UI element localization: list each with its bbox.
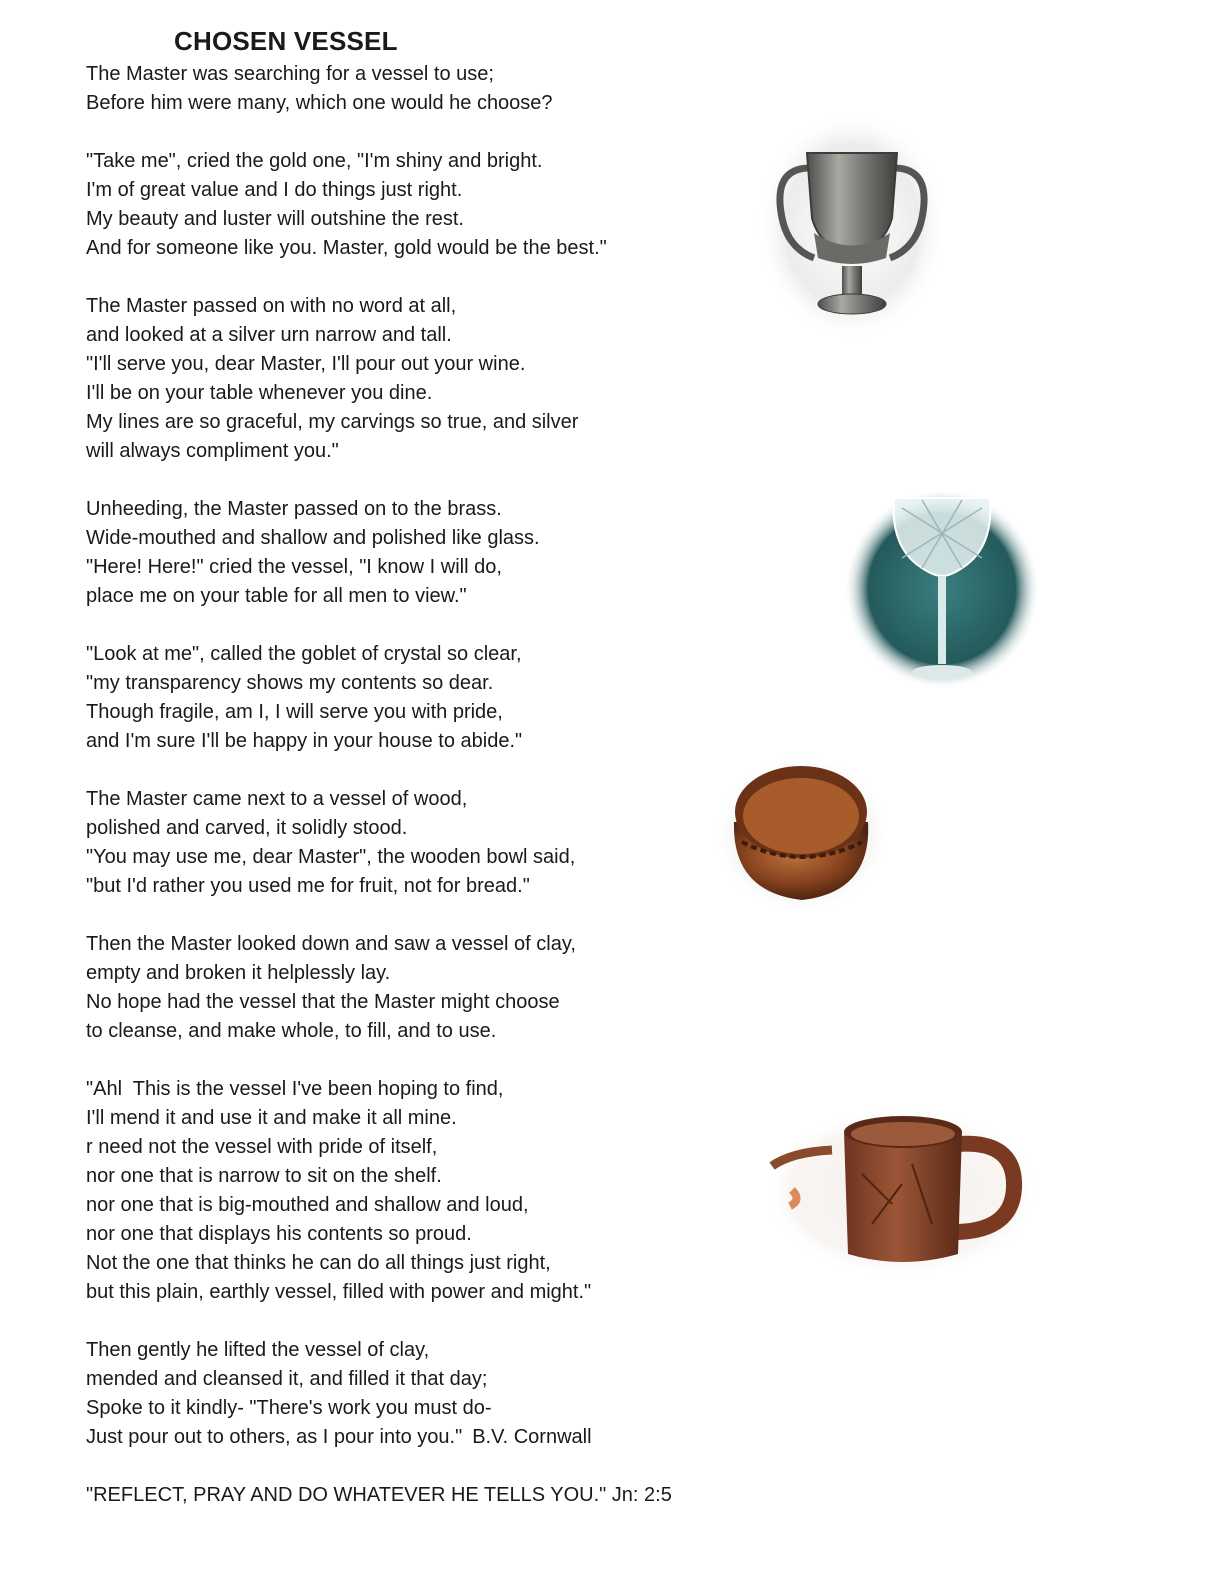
- poem-line: Then the Master looked down and saw a vessel of clay,: [86, 933, 576, 955]
- crystal-goblet-image: [842, 488, 1042, 690]
- poem-line: and I'm sure I'll be happy in your house to abide.": [86, 730, 523, 752]
- poem-line: nor one that displays his contents so proud.: [86, 1223, 472, 1245]
- final-line-1: Then gently he lifted the vessel of clay,: [86, 1339, 430, 1361]
- stanza: [86, 60, 726, 118]
- poem-line: r need not the vessel with pride of itself,: [86, 1136, 438, 1158]
- poem-line: Not the one that thinks he can do all things just right,: [86, 1252, 551, 1274]
- poem-author: B.V. Cornwall: [472, 1426, 592, 1448]
- stanza-list: [86, 60, 726, 1307]
- poem-line: "Here! Here!" cried the vessel, "I know I will do,: [86, 556, 502, 578]
- poem-line: Unheeding, the Master passed on to the brass.: [86, 498, 502, 520]
- final-stanza: [86, 1336, 726, 1452]
- poem-line: to cleanse, and make whole, to fill, and to use.: [86, 1020, 497, 1042]
- poem-title: CHOSEN VESSEL: [174, 26, 398, 56]
- poem-line: The Master came next to a vessel of wood,: [86, 788, 468, 810]
- stanza: [86, 785, 726, 901]
- poem-line: And for someone like you. Master, gold would be the best.": [86, 237, 607, 259]
- poem-line: polished and carved, it solidly stood.: [86, 817, 408, 839]
- poem-line: "You may use me, dear Master", the wooden bowl said,: [86, 846, 576, 868]
- clay-mug-image: [762, 1104, 1042, 1280]
- poem-line: I'll be on your table whenever you dine.: [86, 382, 433, 404]
- poem-line: Wide-mouthed and shallow and polished like glass.: [86, 527, 540, 549]
- final-line-2: mended and cleansed it, and filled it that day;: [86, 1368, 488, 1390]
- poem-line: "I'll serve you, dear Master, I'll pour out your wine.: [86, 353, 526, 375]
- poem-line: nor one that is narrow to sit on the shelf.: [86, 1165, 442, 1187]
- stanza: [86, 147, 726, 263]
- poem-line: place me on your table for all men to view.": [86, 585, 467, 607]
- poem-line: No hope had the vessel that the Master might choose: [86, 991, 560, 1013]
- poem-line: will always compliment you.": [86, 440, 339, 462]
- poem-line: empty and broken it helplessly lay.: [86, 962, 391, 984]
- stanza: [86, 292, 726, 466]
- wooden-bowl-image: [712, 752, 892, 916]
- stanza: [86, 495, 726, 611]
- final-line-4: [86, 1423, 726, 1452]
- poem-line: The Master passed on with no word at all,: [86, 295, 457, 317]
- stanza: [86, 930, 726, 1046]
- final-line-text: Just pour out to others, as I pour into you.": [86, 1426, 463, 1448]
- poem-line: "but I'd rather you used me for fruit, not for bread.": [86, 875, 530, 897]
- poem-body: [86, 60, 726, 1510]
- poem-line: "Take me", cried the gold one, "I'm shiny and bright.: [86, 150, 543, 172]
- poem-line: My beauty and luster will outshine the rest.: [86, 208, 464, 230]
- poem-line: Though fragile, am I, I will serve you with pride,: [86, 701, 503, 723]
- silver-cup-image: [752, 108, 952, 344]
- poem-line: "my transparency shows my contents so dear.: [86, 672, 494, 694]
- poem-line: but this plain, earthly vessel, filled with power and might.": [86, 1281, 592, 1303]
- poem-line: "Ahl This is the vessel I've been hoping to find,: [86, 1078, 504, 1100]
- poem-line: "Look at me", called the goblet of crystal so clear,: [86, 643, 522, 665]
- poem-line: The Master was searching for a vessel to use;: [86, 63, 494, 85]
- reflection-verse: "REFLECT, PRAY AND DO WHATEVER HE TELLS YOU." Jn: 2:5: [86, 1484, 672, 1506]
- stanza: [86, 640, 726, 756]
- stanza: [86, 1075, 726, 1307]
- poem-line: My lines are so graceful, my carvings so true, and silver: [86, 411, 579, 433]
- poem-line: nor one that is big-mouthed and shallow and loud,: [86, 1194, 529, 1216]
- poem-line: and looked at a silver urn narrow and tall.: [86, 324, 452, 346]
- poem-line: I'll mend it and use it and make it all mine.: [86, 1107, 457, 1129]
- final-line-3: Spoke to it kindly- "There's work you must do-: [86, 1397, 492, 1419]
- poem-line: I'm of great value and I do things just right.: [86, 179, 463, 201]
- poem-line: Before him were many, which one would he choose?: [86, 92, 553, 114]
